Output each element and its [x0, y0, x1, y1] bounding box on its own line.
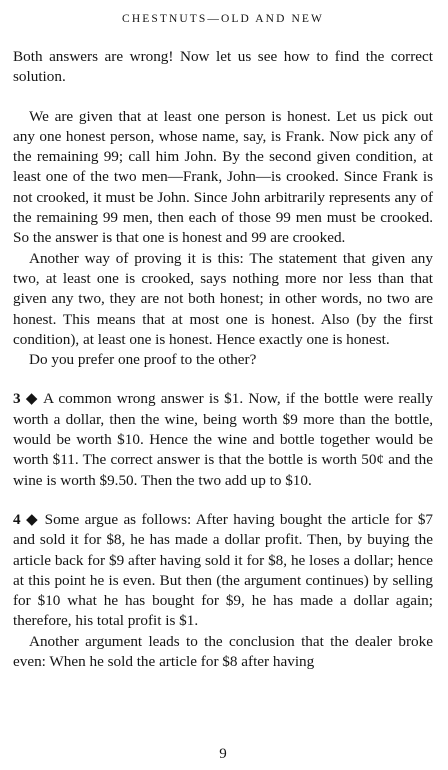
page-number: 9 [219, 746, 227, 762]
numbered-paragraph [13, 389, 433, 490]
paragraph: Another argument leads to the conclusion that the dealer broke even: When he sold the article for $8 after having [13, 632, 433, 671]
numbered-paragraph [13, 510, 433, 632]
paragraph: We are given that at least one person is honest. Let us pick out any one honest person, whose name, say, is Frank. Now pick any of the remaining 99; call him John. By the second given condition, at least one of the two men—Frank, John—is crooked. Since Frank is not crooked, it must be John. Since John arbitrarily represents any of the remaining 99 men, then each of those 99 men must be crooked. So the answer is that one is honest and 99 are crooked. [13, 107, 433, 247]
paragraph: Both answers are wrong! Now let us see how to find the correct solution. [13, 48, 433, 86]
problem-number: 3 [13, 390, 21, 408]
paragraph: Do you prefer one proof to the other? [29, 351, 257, 369]
book-page [13, 0, 433, 770]
paragraph: Another way of proving it is this: The statement that given any two, at least one is crooked, says nothing more nor less than that given any two, they are not both honest; in other words, no two are honest. This means that at most one is honest. Also (by the first condition), at least one is honest. Hence exactly one is honest. [13, 249, 433, 348]
running-head: CHESTNUTS—OLD AND NEW [122, 13, 324, 25]
paragraph-text: Some argue as follows: After having bought the article for $7 and sold it for $8, he has made a dollar profit. Then, by buying the article back for $9 after having sold it for $8, he loses a dollar; hence at this point he is even. But then (the argument continues) by selling for $10 what he has bought for $9, he has made a dollar again; therefore, his total profit is $1. [13, 510, 434, 630]
body-text [13, 47, 433, 672]
diamond-bullet-icon: ◆ [25, 510, 40, 528]
paragraph-text: A common wrong answer is $1. Now, if the bottle were really worth a dollar, then the wine, being worth $9 more than the bottle, would be worth $10. Hence the wine and bottle together would be worth $11. The correct answer is that the bottle is worth 50¢ and the wine is worth $9.50. Then the two add up to $10. [13, 390, 433, 489]
diamond-bullet-icon: ◆ [25, 390, 39, 408]
problem-number: 4 [13, 510, 21, 528]
